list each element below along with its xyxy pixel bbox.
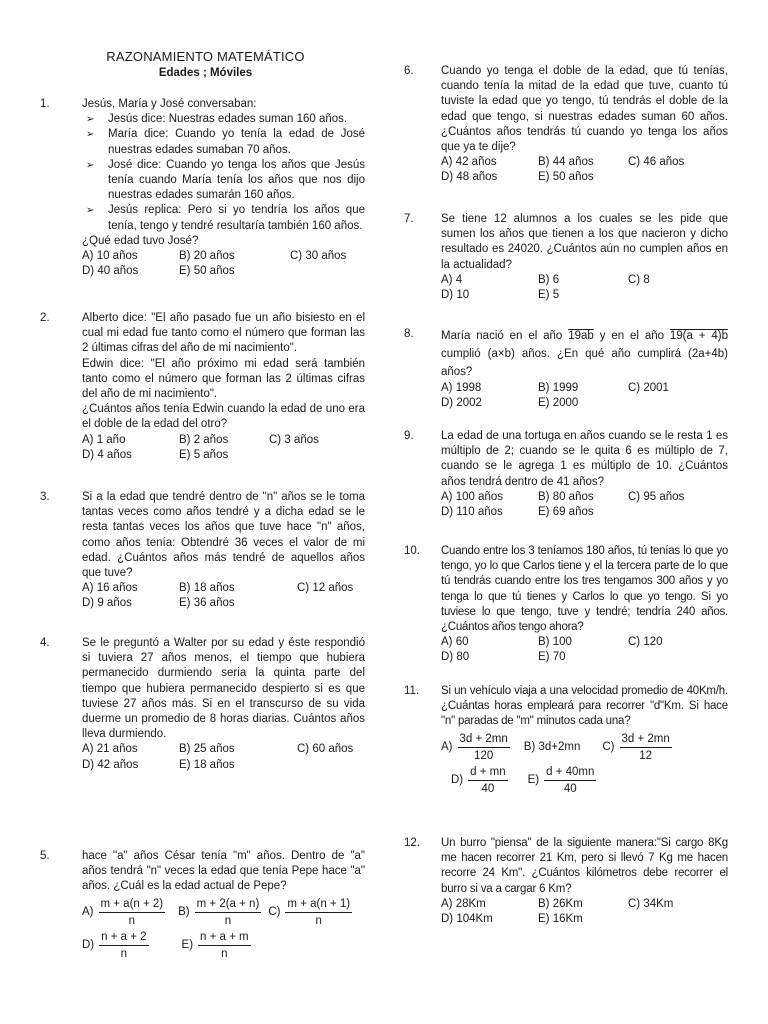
option-d: D) 10	[441, 289, 470, 302]
option-a: A) 21 años	[82, 743, 138, 756]
question-number: 9.	[404, 430, 414, 442]
option-c: C) 3 años	[269, 433, 319, 446]
question-prompt: ¿Cuántos años tenía Edwin cuando la edad de uno era el doble de la edad del otro?	[82, 403, 365, 431]
arrow-bullet-icon: ➢	[86, 129, 95, 141]
option-a: A) 10 años	[82, 250, 138, 263]
option-c: C) 46 años	[628, 156, 685, 169]
year-overlined-1: 19ab	[568, 330, 594, 342]
option-b: B) 80 años	[538, 490, 594, 503]
year-overlined-2: 19(a + 4)b	[669, 330, 729, 342]
option-c-fraction: $\frac{m + a(n + 1)}{n}$	[287, 897, 351, 927]
option-b: B) 26Km	[538, 897, 583, 910]
bullet-item: ➢ Jesús replica: Pero si yo tendría los años que tenía, tengo y tendré resultaría también 160 años.	[82, 203, 365, 233]
option-d: D)	[82, 938, 95, 951]
question-intro: Jesús, María y José conversaban:	[82, 98, 257, 110]
option-c: C) 12 años	[297, 582, 354, 595]
question-text: Cuando yo tenga el doble de la edad, que tú tenías, cuando tenía la mitad de la edad que tuve, cuanto tú tuviste la edad que yo tengo, tú tendrás el doble de la edad que tengo, si nuestras edades suman 60 años. ¿Cuántos años tendrás tú cuando yo tenga los años que ya te dije?	[441, 65, 728, 154]
option-b-fraction: $\frac{m + 2(a + n)}{n}$	[196, 897, 260, 927]
arrow-bullet-icon: ➢	[86, 205, 95, 217]
question-number: 6.	[404, 65, 414, 77]
question-prompt: ¿Qué edad tuvo José?	[82, 234, 199, 247]
option-a: A)	[82, 905, 94, 918]
option-d-fraction: $\frac{d + mn}{40}$	[470, 765, 506, 795]
option-e: E) 50 años	[179, 265, 235, 278]
answer-options	[82, 742, 365, 772]
option-b: B) 100	[538, 636, 572, 649]
answer-options-row-1	[441, 732, 728, 763]
page-subtitle: Edades ; Móviles	[158, 67, 253, 79]
option-e-fraction: $\frac{d + 40mn}{40}$	[546, 765, 595, 795]
option-a: A) 28Km	[441, 897, 486, 910]
option-c: C) 120	[628, 636, 663, 649]
bullet-item: ➢ María dice: Cuando yo tenía la edad de José nuestras edades sumaban 70 años.	[82, 127, 365, 157]
option-a: A) 60	[441, 636, 469, 649]
option-d-fraction: $\frac{n + a + 2}{n}$	[101, 930, 147, 960]
question-text: Edwin dice: "El año próximo mi edad será también tanto como el número que forman las 2 últimas cifras del año de mi nacimiento".	[82, 357, 365, 401]
question-number: 3.	[40, 491, 50, 503]
answer-options	[441, 381, 728, 411]
option-c: C) 95 años	[628, 490, 685, 503]
option-d: D) 104Km	[441, 913, 493, 926]
option-b: B)	[178, 905, 190, 918]
option-c: C) 8	[628, 273, 650, 286]
page-title: RAZONAMIENTO MATEMÁTICO	[106, 49, 305, 64]
question-text: Cuando entre los 3 teníamos 180 años, tú tenías lo que yo tengo, yo lo que Carlos tiene y el la tercera parte de lo que tú tendrás cuando entre los tres tengamos 300 años y yo tenga lo que tú tienes y Carlos lo que yo tengo. Si yo tuviese lo que tengo, tuve y tendré; tendría 240 años. ¿Cuántos años tengo ahora?	[441, 545, 728, 634]
question-text: Se tiene 12 alumnos a los cuales se les pide que sumen los años que tienen a los que nacieron y dicho resultado es 24020. ¿Cuántos aún no cumplen años en la actualidad?	[441, 213, 728, 271]
question-text: La edad de una tortuga en años cuando se le resta 1 es múltiplo de 2; cuando se le quita 6 es múltiplo de 7, cuando se le agrega 1 es múltiplo de 10. ¿Cuántos años tendrá dentro de 41 años?	[441, 430, 728, 488]
option-c: C)	[268, 905, 281, 918]
question-text: Un burro "piensa" de la siguiente manera:"Si cargo 8Kg me hacen recorrer 21 Km, pero si llevó 7 Kg me hacen recorre 24 Km". ¿Cuántos kilómetros debe recorrer el burro si va a cargar 6 Km?	[441, 837, 728, 895]
answer-options	[441, 897, 728, 927]
option-e: E) 5	[538, 289, 560, 302]
answer-options	[82, 249, 365, 279]
option-b: B) 25 años	[179, 743, 235, 756]
option-d: D) 4 años	[82, 448, 132, 461]
arrow-bullet-icon: ➢	[86, 159, 95, 171]
arrow-bullet-icon: ➢	[86, 114, 95, 126]
option-e: E)	[181, 938, 194, 951]
question-text: Si un vehículo viaja a una velocidad promedio de 40Km/h. ¿Cuántas horas empleará para recorrer "d"Km. Si hace "n" paradas de "m" minutos cada una?	[441, 685, 728, 728]
answer-options	[441, 273, 728, 303]
question-number: 10.	[404, 545, 420, 557]
answer-options	[441, 635, 728, 665]
question-text: Si a la edad que tendré dentro de "n" años se le toma tantas veces como años tendré y a dicha edad se le resta tantas veces los años que tuve hace "n" años, como años tenía: Obtendré 36 veces el valor de mi edad. ¿Cuántos años más tendré de aquellos años que tuve?	[82, 491, 365, 580]
option-e: E)	[527, 773, 540, 786]
answer-options	[441, 490, 728, 520]
option-d: D) 9 años	[82, 597, 132, 610]
question-number: 1.	[40, 98, 50, 110]
option-a-fraction: $\frac{3d + 2mn}{120}$	[459, 732, 508, 762]
option-a: A) 42 años	[441, 156, 497, 169]
option-e: E) 5 años	[179, 448, 229, 461]
option-b: B) 6	[538, 273, 560, 286]
question-number: 5.	[40, 850, 50, 862]
option-e: E) 50 años	[538, 171, 594, 184]
question-number: 11.	[404, 685, 420, 697]
option-e: E) 70	[538, 651, 566, 664]
option-a: A) 16 años	[82, 582, 138, 595]
answer-options-row-2	[82, 930, 365, 961]
question-text: Alberto dice: "El año pasado fue un año bisiesto en el cual mi edad fue tanto como el número que forman las 2 últimas cifras del año de mi nacimiento".	[82, 312, 365, 355]
option-e: E) 2000	[538, 397, 579, 410]
option-a: A)	[441, 740, 453, 753]
option-c: C)	[602, 740, 615, 753]
option-b: B) 1999	[538, 382, 579, 394]
question-number: 4.	[40, 637, 50, 649]
option-d: D) 48 años	[441, 171, 498, 184]
question-number: 12.	[404, 837, 420, 849]
option-c: C) 60 años	[297, 743, 354, 756]
question-text: Se le preguntó a Walter por su edad y éste respondió si tuviera 27 años menos, el tiempo que hubiera permanecido durmiendo seria la quinta parte del tiempo que hubiera permanecido despierto si es que tuviese 27 años más. Si en el transcurso de su vida duerme un promedio de 8 horas diarias. Cuántos años lleva durmiendo.	[82, 637, 365, 741]
question-number: 2.	[40, 312, 50, 324]
bullet-item: ➢ Jesús dice: Nuestras edades suman 160 años.	[82, 112, 365, 127]
option-b: B) 2 años	[179, 433, 229, 446]
question-number: 8.	[404, 328, 414, 340]
question-number: 7.	[404, 213, 414, 225]
option-a: A) 100 años	[441, 490, 504, 503]
option-e: E) 18 años	[179, 758, 235, 771]
option-d: D)	[451, 773, 464, 786]
option-d: D) 110 años	[441, 506, 503, 519]
answer-options	[82, 581, 365, 611]
option-b: B) 3d+2mn	[523, 740, 581, 753]
option-c: C) 34Km	[628, 897, 674, 910]
question-text: María nació en el año 19ab y en el año 19(a + 4)b cumplió (a×b) años. ¿En qué año cumplirá (2a+4b) años?	[441, 330, 729, 378]
option-b: B) 44 años	[538, 156, 594, 169]
option-e: E) 16Km	[538, 913, 583, 926]
option-d: D) 40 años	[82, 265, 139, 278]
option-a-fraction: $\frac{m + a(n + 2)}{n}$	[100, 897, 164, 927]
question-text: hace "a" años César tenía "m" años. Dentro de "a" años tendrá "n" veces la edad que tenía Pepe hace "a" años. ¿Cuál es la edad actual de Pepe?	[82, 850, 365, 893]
option-e: E) 69 años	[538, 506, 594, 519]
option-c-fraction: $\frac{3d + 2mn}{12}$	[621, 732, 670, 762]
option-b: B) 20 años	[179, 250, 235, 263]
option-d: D) 80	[441, 651, 470, 664]
option-d: D) 42 años	[82, 758, 139, 771]
option-e-fraction: $\frac{n + a + m}{n}$	[200, 930, 249, 960]
option-a: A) 1 año	[82, 433, 126, 446]
option-a: A) 1998	[441, 382, 482, 394]
answer-options-row-1	[82, 897, 365, 928]
answer-options-row-2	[451, 765, 728, 796]
option-e: E) 36 años	[179, 597, 235, 610]
option-a: A) 4	[441, 273, 463, 286]
option-d: D) 2002	[441, 397, 482, 410]
option-c: C) 30 años	[290, 250, 347, 263]
answer-options	[441, 155, 728, 185]
bullet-item: ➢ José dice: Cuando yo tenga los años que Jesús tenía cuando María tenía los años que nos dijo nuestras edades sumarán 160 años.	[82, 158, 365, 204]
option-c: C) 2001	[628, 382, 669, 394]
answer-options	[82, 433, 365, 463]
option-b: B) 18 años	[179, 582, 235, 595]
